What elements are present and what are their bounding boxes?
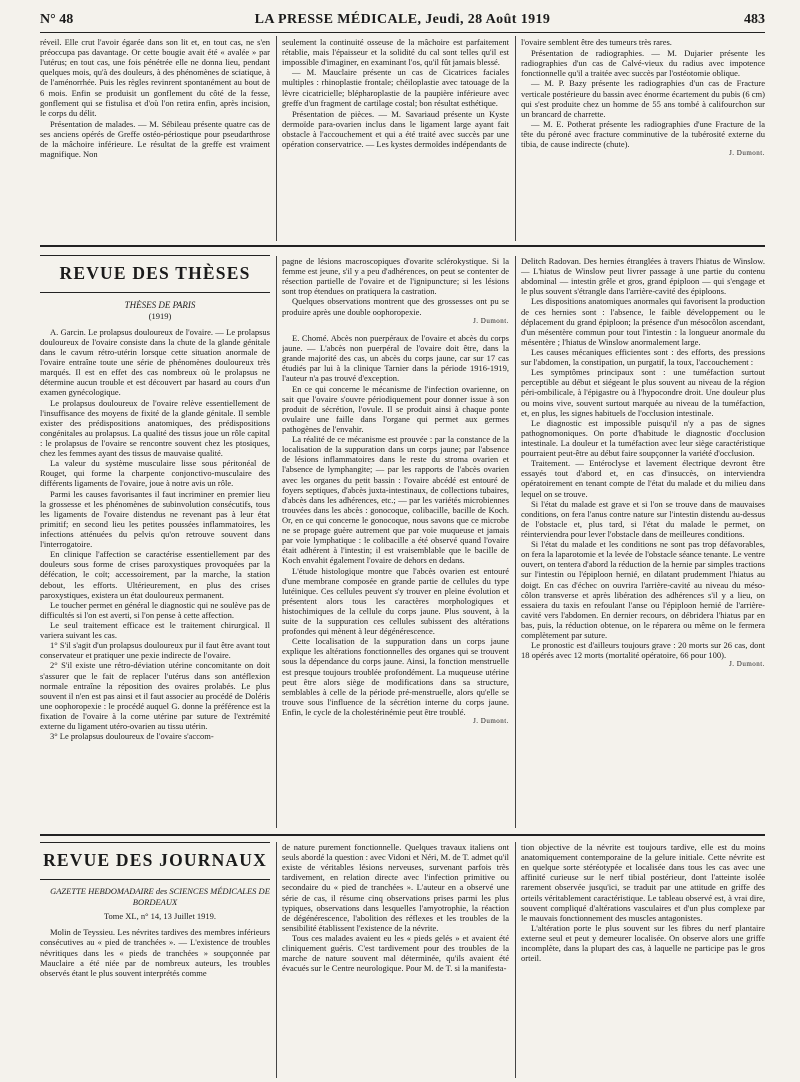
top-column-1 (40, 37, 270, 240)
column-divider (515, 36, 516, 241)
paragraph: La valeur du système musculaire lisse sous péritonéal de Rouget, qui forme la charpente conjonctivo-musculaire des différents ligaments de l'ovaire, joue à notre avis un rôle. (40, 458, 270, 489)
paragraph: pagne de lésions macroscopiques d'ovarite sclérokystique. Si la femme est jeune, s'il y a peu d'adhérences, on peut se contenter de résection partielle de l'ovaire et de l'ignipuncture; si les lésions sont trop étendues on pratiquera la castration. (282, 256, 509, 297)
journaux-column-3 (521, 842, 765, 1078)
journaux-column-1 (40, 886, 270, 1076)
journal-title: LA PRESSE MÉDICALE, Jeudi, 28 Août 1919 (254, 12, 551, 27)
paragraph: E. Chomé. Abcès non puerpéraux de l'ovaire et abcès du corps jaune. — L'abcès non puerpéral de l'ovaire doit être, dans la grande majorité des cas, un abcès du corps jaune, car sur 17 cas étudiés par lui à la clinique Tarnier dans la période 1916-1919, l'auteur n'a pas trouvé d'exception. (282, 332, 509, 384)
paragraph: Le toucher permet en général le diagnostic qui ne soulève pas de difficultés si l'on est averti, si l'on pense à cette affection. (40, 599, 270, 620)
paragraph: Présentation de malades. — M. Sébileau présente quatre cas de ses anciens opérés de Greffe ostéo-périostique pour pseudarthrose de la mâchoire inférieure. Le résultat de la greffe est vraiment magnifique. Non (40, 118, 270, 160)
column-divider (276, 256, 277, 828)
header-rule (40, 32, 765, 33)
subsection-year: (1919) (148, 310, 172, 321)
paragraph: Delitch Radovan. Des hernies étranglées à travers l'hiatus de Winslow. — L'hiatus de Winslow peut livrer passage à une partie du contenu abdominal — intestin grêle et gros, grand épiploon — qui s'engage et le plus souvent s'étrangle dans l'arrière-cavité des épiploons. (521, 256, 765, 297)
paragraph: Les dispositions anatomiques anormales qui favorisent la production de ces hernies sont : l'absence, le faible développement ou le déplacement du grand épiploon; la présence d'un mésocôlon ascendant, d'un mésentère commun pour tout l'intestin : la longueur anormale du mésentère ; l'hiatus de Winslow anormalement large. (521, 296, 765, 347)
paragraph: l'ovaire semblent être des tumeurs très rares. (521, 37, 672, 47)
author-signature: J. Dumont. (729, 660, 765, 669)
paragraph: Molin de Teyssieu. Les névrites tardives des membres inférieurs consécutives au « pied de tranchées ». — L'existence de troubles névritiques dans les « pieds de tranchées » soupçonnée par Mauclaire a été niée par de nombreux auteurs, les troubles observés étant le plus souvent interprétés comme (40, 927, 270, 978)
paragraph: Les causes mécaniques efficientes sont : des efforts, des pressions sur l'abdomen, la constipation, un purgatif, la toux, l'accouchement : (521, 346, 765, 368)
paragraph: Parmi les causes favorisantes il faut incriminer en premier lieu la grossesse et les phénomènes de subinvolution consécutifs, tous les ligaments de l'ovaire distendus ne revenant pas à leur état primitif; en second lieu les petites poussées inflammatoires, les infections atténuées du pelvis qu'on retrouve souvent dans l'interrogatoire. (40, 488, 270, 550)
journal-issue: Tome XL, n° 14, 13 Juillet 1919. (103, 911, 217, 922)
top-column-2 (282, 37, 509, 240)
paragraph: La réalité de ce mécanisme est prouvée : par la constance de la localisation de la suppuration dans un corps jaune; par l'absence de lésions inflammatoires dans le reste du stroma ovarien et l'absence de lymphangite; — par les rapports de l'abcès ovarien avec les organes du petit bassin : l'ovaire abcédé est entouré de foyers septiques, d'abcès juxta-intestinaux, de collections tubaires, d'abcès dans les adhérences, etc.; — par les variétés microbiennes trouvées dans les abcès : gonocoque, colibacille, bacille de Koch. Or, en ce qui concerne le gonocoque, nous savons que ce microbe ne se propage guère autrement que par voie muqueuse et jamais par voie lymphatique : le colibacille a été observé quand l'ovaire était adhérent à l'intestin; il est vraisemblable que le bacille de Koch envahit également l'ovaire de dehors en dedans. (282, 434, 509, 566)
author-signature: J. Dumont. (729, 149, 765, 158)
paragraph: Le diagnostic est impossible puisqu'il n'y a pas de signes pathognomoniques. On porte d'habitude le diagnostic d'occlusion intestinale. La douleur et la tuméfaction avec leur siège caractéristique pourraient peut-être au début faire soupçonner la variété d'occlusion. (521, 417, 765, 459)
paragraph: de nature purement fonctionnelle. Quelques travaux italiens ont seuls abordé la question : avec Vidoni et Néri, M. de T. admet qu'il existe de véritables lésions nerveuses, survenant parfois très tardivement, en relation directe avec l'infection primitive ou secondaire du « pied de tranchées ». L'auteur en a observé une série de cas, il résume cinq observations prises parmi les plus typiques, observations dans lesquelles l'amyotrophie, la réaction de dégénérescence, l'abolition des réflexes et les troubles de la sensibilité établissent l'existence de la névrite. (282, 842, 509, 933)
section-rule (40, 245, 765, 247)
paragraph: — M. Mauclaire présente un cas de Cicatrices faciales multiples : rhinoplastie frontale; chéiloplastie avec tatouage de la lèvre cicatricielle; blépharoplastie de la paupière inférieure avec greffe d'un fragment de cartilage costal; bon résultat esthétique. (282, 67, 509, 108)
subsection-title: THÈSES DE PARIS (124, 300, 196, 310)
section-title-journaux: REVUE DES JOURNAUX (43, 850, 267, 870)
paragraph: L'altération porte le plus souvent sur les fibres du nerf plantaire externe seul et peut y demeurer localisée. On observe alors une griffe incomplète, dans la plupart des cas, à laquelle ne participe pas le gros orteil. (521, 922, 765, 964)
journal-source-title: GAZETTE HEBDOMADAIRE des SCIENCES MÉDICALES DE BORDEAUX (50, 886, 270, 907)
paragraph: En ce qui concerne le mécanisme de l'infection ovarienne, on sait que l'ovaire s'ouvre périodiquement pour donner issue à son produit de sécrétion, l'ovule. Il se produit ainsi à chaque ponte ovulaire une faille dans l'organe qui permet aux germes pathogènes de l'envahir. (282, 383, 509, 434)
paragraph: Présentation de radiographies. — M. Dujarier présente les radiographies d'un cas de Calvé-vieux du radius avec impotence fonctionnelle qu'il a traitée avec succès par l'ostéotomie oblique. (521, 48, 765, 79)
column-divider (276, 36, 277, 241)
author-signature: J. Dumont. (473, 316, 509, 325)
paragraph: Si l'état du malade est grave et si l'on se trouve dans de mauvaises conditions, on fera l'anus contre nature sur l'intestin distendu au-dessus de l'obstacle et, plus tard, si l'état du malade le permet, on réinterviendra pour lever l'obstacle dans de meilleures conditions. (521, 498, 765, 539)
section-title-theses: REVUE DES THÈSES (59, 263, 251, 283)
journaux-column-2 (282, 842, 509, 1078)
paragraph: Les symptômes principaux sont : une tuméfaction surtout perceptible au début et siégeant le plus souvent au niveau de la région péri-ombilicale, à l'épigastre ou à l'hypocondre droit. Une douleur plus ou moins vive, souvent surtout marquée au niveau de la tuméfaction, et, en plus, les signes habituels de l'occlusion intestinale. (521, 367, 765, 418)
paragraph: En clinique l'affection se caractérise essentiellement par des douleurs sous forme de crises paroxystiques provoquées par la défécation, le coït; accessoirement, par la marche, la station debout, les efforts. Ultérieurement, en plus des crises paroxystiques, existera un état douloureux permanent. (40, 549, 270, 600)
issue-number: N° 48 (40, 12, 74, 27)
running-header (40, 6, 765, 30)
paragraph: 1° S'il s'agit d'un prolapsus douloureux pur il faut être avant tout conservateur et pratiquer une pexie indirecte de l'ovaire. (40, 640, 270, 661)
author-signature: J. Dumont. (473, 717, 509, 726)
paragraph: A. Garcin. Le prolapsus douloureux de l'ovaire. — Le prolapsus douloureux de l'ovaire consiste dans la chute de la glande génitale dans le cavum rétro-utérin lorsque cette situation anormale de l'ovaire entraîne toute une série de phénomènes douloureux très marqués. Il est en effet des cas nombreux où le prolapsus ne détermine aucun trouble et est découvert par hasard au cours d'un examen gynécologique. (40, 326, 270, 398)
column-divider (276, 842, 277, 1078)
paragraph: Présentation de pièces. — M. Savariaud présente un Kyste dermoïde para-ovarien inclus dans le ligament large ayant fait obstacle à l'accouchement et qui a été traité avec succès par une opération conservatrice. — Les kystes dermoïdes indépendants de (282, 108, 509, 150)
paragraph: réveil. Elle crut l'avoir égarée dans son lit et, en tout cas, ne s'en préoccupa pas davantage. Or cette bougie avait été « avalée » par l'utérus; en tout cas, une fois pénétrée elle ne donna lieu, pendant quelques mois, qu'à des douleurs, à des phénomènes de sciatique, à de l'aménorrhée. Puis les règles revinrent spontanément au bout de 6 mois. Enfin se produisit un gonflement du côté de la fesse, gonflement qui se fistulisa et d'où l'on retira enfin, après incision, le corps du délit. (40, 37, 270, 118)
column-divider (515, 842, 516, 1078)
paragraph: Tous ces malades avaient eu les « pieds gelés » et avaient été cliniquement guéris. C'est tardivement pour des troubles de la marche de nature souvent mal déterminée, qu'ils avaient été évacués sur le Centre neurologique. Pour M. de T. si la manifesta- (282, 932, 509, 974)
paragraph: — M. E. Potherat présente les radiographies d'une Fracture de la tête du péroné avec fracture comminutive de la tubérosité externe du tibia, de cause indirecte (chute). (521, 118, 765, 150)
paragraph: Cette localisation de la suppuration dans un corps jaune explique les altérations fonctionnelles des organes qui se trouvent sous la dépendance du corps jaune. Ainsi, la fonction menstruelle est presque toujours troublée profondément. La muqueuse utérine peut être alors siège de modifications dans sa structure, semblables à celle de la période pré-menstruelle, alors qu'elle se trouve sous l'influence de la sécrétion interne du corps jaune. Enfin, le cycle de la cholestérinémie peut être troublé. (282, 636, 509, 718)
paragraph: L'étude histologique montre que l'abcès ovarien est entouré d'une membrane composée en grande partie de cellules du type lutéinique. Ces cellules peuvent s'y trouver en pleine évolution et présentent alors tous les caractères morphologiques et histochimiques de la cellule du corps jaune. Plus souvent, à la suite de la suppuration ces cellules subissent des altérations profondes qui mènent à leur dégénérescence. (282, 565, 509, 637)
paragraph: seulement la continuité osseuse de la mâchoire est parfaitement rétablie, mais l'épaisseur et la solidité du cal sont telles qu'il est impossible d'imaginer, en examinant l'os, qu'il fût jamais blessé. (282, 37, 509, 68)
paragraph: Le pronostic est d'ailleurs toujours grave : 20 morts sur 26 cas, dont 18 opérés avec 12 morts (mortalité opératoire, 66 pour 100). (521, 640, 765, 661)
theses-column-3 (521, 256, 765, 828)
section-rule (40, 834, 765, 836)
paragraph: Traitement. — Entéroclyse et lavement électrique devront être essayés tout d'abord et, en cas d'insuccès, on interviendra opératoirement en tenant compte de l'état du malade et du milieu dans lequel on se trouve. (521, 458, 765, 499)
top-column-3 (521, 37, 765, 240)
paragraph: 2° S'il existe une rétro-déviation utérine concomitante on doit s'assurer que le fait de replacer l'utérus dans son antéflexion normale entraîne la réposition des ovaires prolabés. Le plus souvent il n'en est pas ainsi et il faut associer au procédé de Doléris une oophoropexie : le procédé auquel G. donne la préférence est la fixation de l'ovaire à la corne utérine par suture de l'extrémité externe du ligament utéro-ovarien au tissu utérin. (40, 660, 270, 732)
paragraph: — M. P. Bazy présente les radiographies d'un cas de Fracture verticale postérieure du bassin avec énorme écartement du pubis (6 cm) qui s'est produite chez un homme de 55 ans tombé à califourchon sur un brancard de charrette. (521, 78, 765, 119)
paragraph: tion objective de la névrite est toujours tardive, elle est du moins anatomiquement contemporaine de la gelure initiale. Cette névrite est en quelque sorte stéréotypée et localisée dans tous les cas avec une affinité curieuse sur le nerf tibial postérieur, dont l'atteinte isolée rarement observée jusqu'ici, se traduit par une attitude en griffe des orteils véritablement caractéristique. Le tableau observé est, à vrai dire, souvent compliqué d'altérations vasculaires et d'un plus complexe par le mauvais fonctionnement des muscles antagonistes. (521, 842, 765, 923)
paragraph: Si l'état du malade et les conditions ne sont pas trop défavorables, on fera la laparotomie et la levée de l'obstacle séance tenante. Le ventre ouvert, on tentera d'abord la réduction de la hernie par simples tractions sur l'intestin ou l'épiploon hernié, en dilatant prudemment l'hiatus au doigt. En cas d'échec on ouvrira l'arrière-cavité au niveau du méso-côlon transverse et après libération des adhérences s'il y a lieu, on essaiera du taxis en refoulant l'anse ou l'épiploon hernié de l'arrière-cavité vers l'abdomen. En dernier recours, on débridera l'hiatus par en bas, puis, la réduction obtenue, on le réparera ou même on le fermera complètement par suture. (521, 539, 765, 641)
page-number: 483 (744, 12, 765, 27)
paragraph: Le seul traitement efficace est le traitement chirurgical. Il variera suivant les cas. (40, 619, 270, 641)
paragraph: Le prolapsus douloureux de l'ovaire relève essentiellement de l'insuffisance des moyens de fixité de la glande génitale. Il semble exister des prédispositions anatomiques, des prédispositions congénitales au prolapsus. La qualité des tissus joue un rôle capital : le prolapsus de l'ovaire se rencontre souvent chez les ptosiques, chez les femmes ayant des tissus de mauvaise qualité. (40, 397, 270, 459)
theses-column-1 (40, 300, 270, 828)
theses-column-2 (282, 256, 509, 828)
paragraph: 3° Le prolapsus douloureux de l'ovaire s'accom- (50, 731, 214, 742)
paragraph: Quelques observations montrent que des grossesses ont pu se produire après une double oophoropexie. (282, 296, 509, 317)
column-divider (515, 256, 516, 828)
